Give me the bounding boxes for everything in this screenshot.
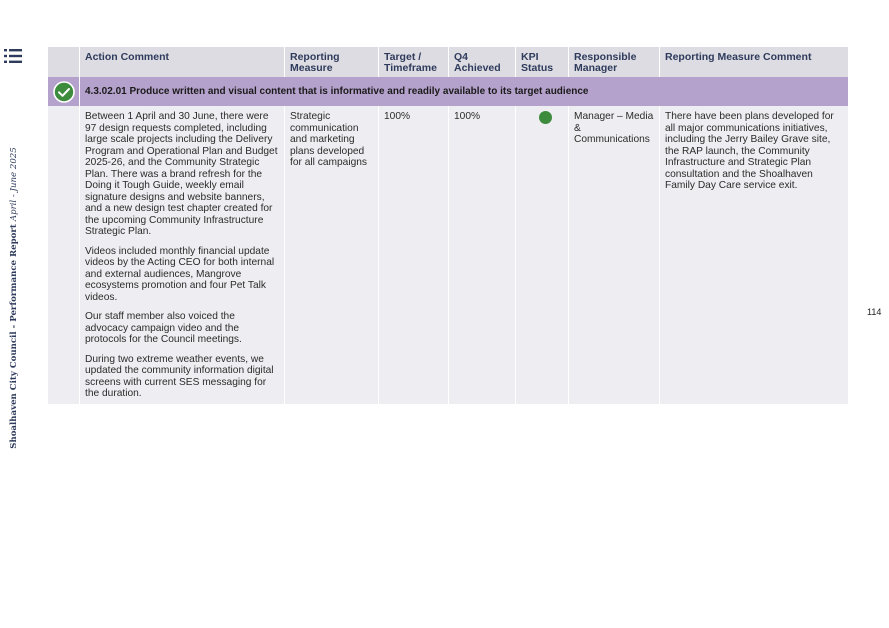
- action-row: [48, 77, 848, 106]
- action-comment-paragraph: Videos included monthly financial update videos by the Acting CEO for both internal and external audiences, Mangrove ecosystems promotion and four Pet Talk videos.: [85, 245, 275, 303]
- action-comment-paragraph: Between 1 April and 30 June, there were 97 design requests completed, including large scale projects including the Delivery Program and Operational Plan and Budget 2025-26, and the Community Strategic Plan. There was a brand refresh for the Doing it Tough Guide, weekly email signature designs and website banners, and a new design test chapter created for the upcoming Community Infrastructure Strategic Plan.: [85, 111, 278, 237]
- side-label-text: Shoalhaven City Council - Performance Report: [9, 221, 19, 449]
- kpi-status-cell: [516, 106, 569, 404]
- header-gutter: [48, 47, 80, 77]
- kpi-status-dot-icon: [539, 111, 552, 124]
- q4-achieved-cell: 100%: [449, 106, 516, 404]
- checkmark-circle-icon: [53, 81, 75, 103]
- page-number: 114: [867, 307, 882, 317]
- header-kpi-status: KPI Status: [516, 47, 569, 77]
- action-comment-paragraph: During two extreme weather events, we updated the community information digital screens with current SES messaging for the duration.: [85, 353, 274, 399]
- action-title: 4.3.02.01 Produce written and visual content that is informative and readily available to its target audience: [80, 77, 848, 106]
- row-gutter: [48, 106, 80, 404]
- header-reporting-measure: Reporting Measure: [285, 47, 379, 77]
- performance-table: [48, 47, 848, 404]
- header-action-comment: Action Comment: [80, 47, 285, 77]
- measure-comment-cell: There have been plans developed for all major communications initiatives, including the Jerry Bailey Grave site, the RAP launch, the Community Infrastructure and Strategic Plan consultation and the Shoalhaven Family Day Care service exit.: [660, 106, 848, 404]
- action-comment-paragraph: Our staff member also voiced the advocacy campaign video and the protocols for the Council meetings.: [85, 311, 242, 345]
- reporting-measure-cell: Strategic communication and marketing plans developed for all campaigns: [285, 106, 379, 404]
- responsible-manager-cell: Manager – Media & Communications: [569, 106, 660, 404]
- table-row: [48, 106, 848, 404]
- header-measure-comment: Reporting Measure Comment: [660, 47, 848, 77]
- target-cell: 100%: [379, 106, 449, 404]
- table-header-row: [48, 47, 848, 77]
- header-target: Target / Timeframe: [379, 47, 449, 77]
- side-label-period: April - June 2025: [9, 147, 19, 222]
- action-status-cell: [48, 77, 80, 106]
- header-responsible-manager: Responsible Manager: [569, 47, 660, 77]
- side-document-label: [4, 147, 24, 449]
- menu-list-icon[interactable]: [4, 48, 22, 64]
- header-q4-achieved: Q4 Achieved: [449, 47, 516, 77]
- action-comment-cell: [80, 106, 285, 404]
